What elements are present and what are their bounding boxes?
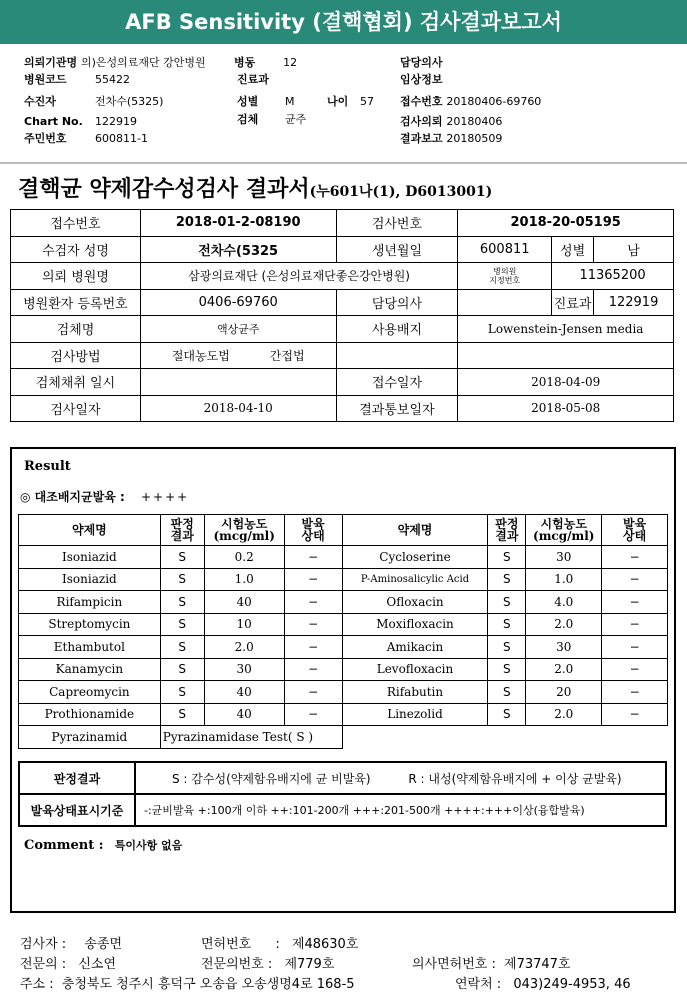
collect-label: 검체채취 일시 [11,369,141,396]
judge-result: S [488,546,526,569]
table-row [19,636,668,659]
clinical-label: 임상정보 [400,73,443,86]
patient-label: 수진자 [24,95,56,108]
footer-specialist [20,955,116,975]
dept-label: 진료과 [237,73,269,86]
footer-license: 면허번호 : 제48630호 [201,937,359,952]
rrn-label: 주민번호 [24,132,67,145]
age-value: 57 [360,95,374,108]
report-title-text: 결핵균 약제감수성검사 결과서 [18,176,310,202]
growth-status: − [602,613,668,636]
col-judge-right [488,515,526,546]
growth-status: − [602,568,668,591]
table-row [19,546,668,569]
growth-status: − [284,568,342,591]
hospital-code-value: 55422 [95,73,130,86]
test-concentration: 10 [204,613,284,636]
growth-status: − [602,546,668,569]
test-concentration: 2.0 [526,613,602,636]
sex: 남 [594,236,674,263]
drug-name: Ofloxacin [342,591,488,614]
hospital-label: 의뢰 병원명 [11,263,141,290]
drug-name: P-Aminosalicylic Acid [342,568,488,591]
medium-label: 사용배지 [336,316,458,343]
patient-reg-label: 병원환자 등록번호 [11,289,141,316]
report-date-row [400,131,502,147]
test-concentration: 30 [526,546,602,569]
test-concentration: 20 [526,681,602,704]
drug-name: Rifabutin [342,681,488,704]
receipt-no-label: 접수번호 [11,210,141,237]
table-row [19,613,668,636]
judge-result: S [488,613,526,636]
ward-value: 12 [283,56,298,69]
name-label: 수검자 성명 [11,236,141,263]
request-date-row [400,114,502,130]
growth-status: − [284,546,342,569]
judge-legend-label: 판정결과 [19,762,135,794]
tester: 송종면 [84,937,123,952]
doctor-label: 담당의사 [400,56,443,69]
drug-name: Isoniazid [19,568,161,591]
control-label: ◎ 대조배지균발육 : [20,490,125,504]
judge-result: S [488,703,526,726]
judge-result: S [160,591,204,614]
specimen-value: 균주 [285,113,307,126]
test-concentration: 30 [204,658,284,681]
comment [24,834,182,853]
notice-label: 결과통보일자 [336,395,458,422]
col-judge-right-2: 결과 [495,529,519,543]
test-concentration: 2.0 [526,703,602,726]
test-concentration: 40 [204,681,284,704]
rrn-value: 600811-1 [95,132,148,145]
sex-label: 성별 [552,236,594,263]
contact-label: 연락처 : [455,977,502,992]
growth-status: − [284,636,342,659]
col-growth-right-2: 상태 [623,529,647,543]
judge-result: S [160,636,204,659]
birth: 600811 [458,236,552,263]
method-empty2 [458,342,674,369]
drug-name: Kanamycin [19,658,161,681]
footer-contact [455,975,631,995]
doctor-label: 담당의사 [336,289,458,316]
col-conc-left [204,515,284,546]
method-absolute: 절대농도법 [171,348,230,363]
license-label: 면허번호 [201,937,252,952]
test-concentration: 30 [526,636,602,659]
blank-cell [342,726,667,749]
growth-status: − [284,681,342,704]
drug-name: Rifampicin [19,591,161,614]
age-label: 나이 [327,95,349,108]
growth-status: − [602,658,668,681]
specialist-no-label: 전문의번호 : [201,957,273,972]
patient-info-table [10,209,674,422]
drug-name: Linezolid [342,703,488,726]
tester-label: 검사자 : [20,937,67,952]
control-value: ++++ [140,490,190,504]
col-judge-right-1: 판정 [495,517,519,531]
judge-legend-s: S : 감수성(약제함유배지에 균 비발육) [172,771,371,786]
test-date-label: 검사일자 [11,395,141,422]
chart-label: Chart No. [24,115,83,128]
col-conc-right [526,515,602,546]
col-conc-right-2: (mcg/ml) [533,529,595,543]
specialist-no: 제779호 [284,957,335,972]
growth-status: − [284,613,342,636]
table-row [19,568,668,591]
growth-status: − [602,591,668,614]
col-drug-left: 약제명 [19,515,161,546]
growth-legend-label: 발육상태표시기준 [19,794,135,826]
test-concentration: 1.0 [526,568,602,591]
collect-value [140,369,336,396]
header-divider [0,162,687,164]
test-concentration: 1.0 [204,568,284,591]
drug-name: Streptomycin [19,613,161,636]
specimen: 액상균주 [140,316,336,343]
judge-result: S [488,658,526,681]
method [140,342,336,369]
report-date-label: 결과보고 [400,132,443,145]
sex-value: M [285,95,295,108]
test-no: 2018-20-05195 [458,210,674,237]
method-label: 검사방법 [11,342,141,369]
hospital-code-label: 병원코드 [24,73,67,86]
col-judge-left-1: 판정 [170,517,194,531]
address-label: 주소 : [20,977,54,992]
col-growth-left-2: 상태 [301,529,325,543]
hospital: 삼광의료재단 (은성의료재단좋은강안병원) [140,263,457,290]
test-date: 2018-04-10 [140,395,336,422]
requester-value: 의)은성의료재단 강안병원 [80,56,206,69]
license: 제48630호 [291,937,359,952]
judge-legend [135,762,666,794]
growth-status: − [284,591,342,614]
pza-value: Pyrazinamidase Test( S ) [160,726,342,749]
report-date-value: 20180509 [446,132,503,145]
receipt-label: 접수번호 [400,95,443,108]
chart-value: 122919 [95,115,137,128]
doctor-license: 제73747호 [504,957,571,972]
specimen-label: 검체명 [11,316,141,343]
designation-label-line1: 병의원 [493,266,517,276]
designation: 11365200 [552,263,674,290]
doctor-license-label: 의사면허번호 : [412,957,496,972]
comment-label: Comment : [24,838,104,853]
requester-label: 의뢰기관명 [24,56,78,69]
pza-label: Pyrazinamid [19,726,161,749]
notice: 2018-05-08 [458,395,674,422]
address: 충청북도 청주시 흥덕구 오송읍 오송생명4로 168-5 [61,977,355,992]
col-judge-left [160,515,204,546]
growth-status: − [602,681,668,704]
legend-table [18,761,667,827]
judge-result: S [160,681,204,704]
medium: Lowenstein-Jensen media [458,316,674,343]
method-indirect: 간접법 [269,348,305,363]
requester-row [24,55,206,71]
received: 2018-04-09 [458,369,674,396]
patient-name: 전차수(5325 [140,236,336,263]
footer-doctor-license [412,955,571,975]
specimen-label: 검체 [237,113,259,126]
request-date-label: 검사의뢰 [400,115,443,128]
drug-name: Cycloserine [342,546,488,569]
receipt-value: 20180406-69760 [446,95,542,108]
judge-result: S [488,636,526,659]
drug-name: Amikacin [342,636,488,659]
judge-result: S [160,658,204,681]
dept: 122919 [594,289,674,316]
col-conc-left-1: 시험농도 [221,517,268,531]
report-title [18,175,492,206]
sensitivity-table [18,514,668,749]
method-empty1 [336,342,458,369]
footer-tester [20,935,122,955]
test-concentration: 2.0 [204,636,284,659]
judge-result: S [488,591,526,614]
judge-result: S [488,681,526,704]
drug-name: Prothionamide [19,703,161,726]
growth-status: − [602,703,668,726]
designation-label-line2: 지정번호 [489,275,521,285]
judge-result: S [160,613,204,636]
patient-reg: 0406-69760 [140,289,336,316]
report-code: (누601나(1), D6013001) [309,184,493,200]
col-growth-right-1: 발육 [623,517,647,531]
request-date-value: 20180406 [446,115,503,128]
judge-result: S [160,703,204,726]
designation-label [458,263,552,290]
drug-name: Moxifloxacin [342,613,488,636]
dept-label: 진료과 [552,289,594,316]
test-concentration: 2.0 [526,658,602,681]
ward-label: 병동 [234,56,256,69]
doctor-empty [458,289,552,316]
drug-name: Levofloxacin [342,658,488,681]
table-row [19,703,668,726]
patient-value: 전차수(5325) [95,95,164,108]
test-concentration: 40 [204,703,284,726]
birth-label: 생년월일 [336,236,458,263]
table-row [19,726,668,749]
drug-name: Ethambutol [19,636,161,659]
contact: 043)249-4953, 46 [513,977,631,992]
table-row [19,591,668,614]
judge-result: S [488,568,526,591]
table-row [19,681,668,704]
test-concentration: 40 [204,591,284,614]
received-label: 접수일자 [336,369,458,396]
result-title: Result [24,459,71,474]
col-growth-left [284,515,342,546]
ward-row [234,55,297,71]
sex-label: 성별 [237,95,259,108]
footer-specialist-no [201,955,334,975]
drug-name: Capreomycin [19,681,161,704]
footer-address [20,975,355,995]
test-concentration: 0.2 [204,546,284,569]
specialist-label: 전문의 : [20,957,67,972]
judge-legend-r: R : 내성(약제함유배지에 + 이상 균발육) [408,771,622,786]
comment-text: 특이사항 없음 [114,839,183,852]
receipt-row [400,94,541,110]
col-growth-left-1: 발육 [301,517,325,531]
test-no-label: 검사번호 [336,210,458,237]
growth-status: − [284,703,342,726]
table-row [19,658,668,681]
judge-result: S [160,568,204,591]
col-judge-left-2: 결과 [170,529,194,543]
drug-name: Isoniazid [19,546,161,569]
growth-legend: -:균비발육 +:100개 이하 ++:101-200개 +++:201-500개 ++++:+++이상(융합발육) [135,794,666,826]
col-drug-right: 약제명 [342,515,488,546]
specialist: 신소연 [78,957,117,972]
growth-status: − [602,636,668,659]
col-conc-right-1: 시험농도 [540,517,587,531]
growth-status: − [284,658,342,681]
test-concentration: 4.0 [526,591,602,614]
col-growth-right [602,515,668,546]
report-banner: AFB Sensitivity (결핵협회) 검사결과보고서 [0,0,687,44]
control-growth [20,488,189,505]
receipt-no: 2018-01-2-08190 [140,210,336,237]
col-conc-left-2: (mcg/ml) [213,529,275,543]
judge-result: S [160,546,204,569]
